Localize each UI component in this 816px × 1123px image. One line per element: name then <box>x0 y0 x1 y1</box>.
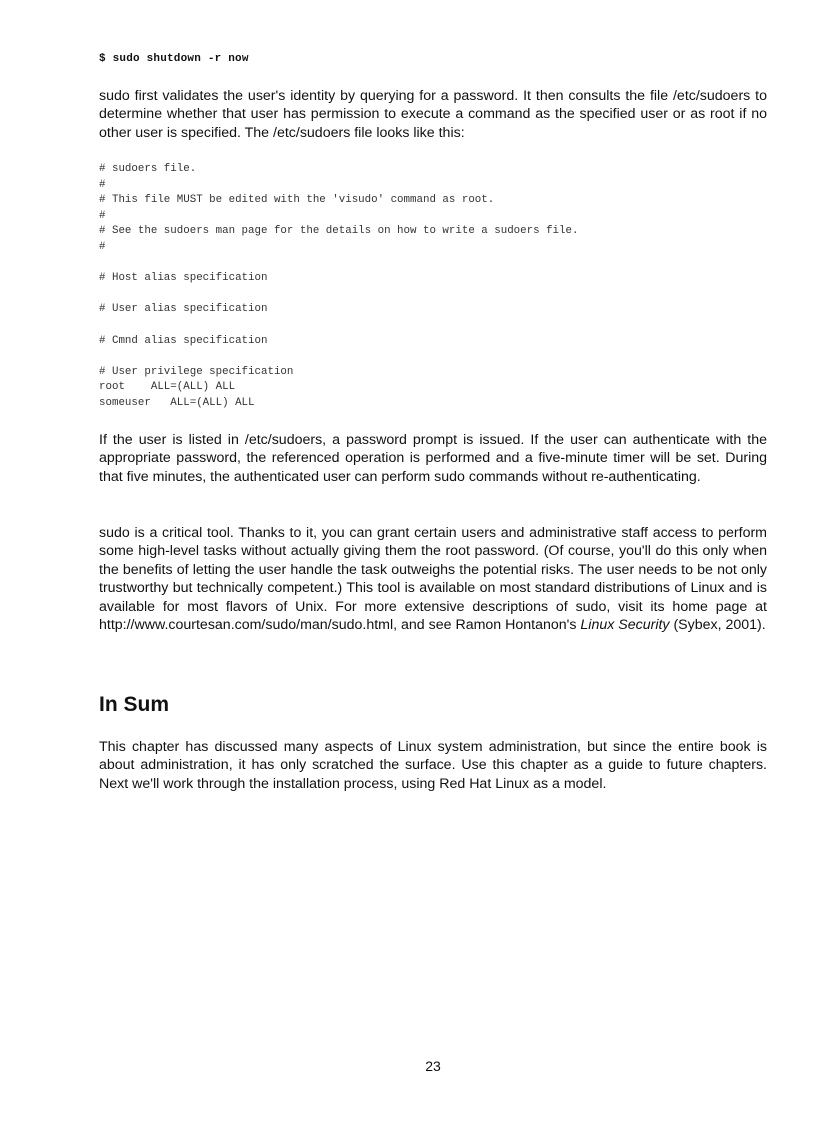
code-line: # <box>99 178 106 191</box>
section-heading: In Sum <box>99 693 170 716</box>
sudoers-code-block <box>99 162 578 412</box>
code-line: # <box>99 209 106 222</box>
code-line: # Cmnd alias specification <box>99 334 268 347</box>
paragraph-summary: This chapter has discussed many aspects of Linux system administration, but since the entire book is about administration, it has only scratched the surface. Use this chapter as a guide to future chapters. Next we'll work through the installation process, using Red Hat Linux as a model. <box>99 739 767 792</box>
page-number: 23 <box>425 1058 441 1074</box>
code-line: # This file MUST be edited with the 'visudo' command as root. <box>99 194 495 207</box>
code-line: # User alias specification <box>99 303 268 316</box>
command-line: $ sudo shutdown -r now <box>99 53 249 65</box>
paragraph-password-prompt: If the user is listed in /etc/sudoers, a password prompt is issued. If the user can authenticate with the appropriate password, the referenced operation is performed and a five-minute timer will be set. During that five minutes, the authenticated user can perform sudo commands without re-authenticating. <box>99 432 767 485</box>
code-line: # User privilege specification <box>99 365 294 378</box>
paragraph-text: (Sybex, 2001). <box>669 617 766 634</box>
paragraph-sudo-intro: sudo first validates the user's identity by querying for a password. It then consults the file /etc/sudoers to determine whether that user has permission to execute a command as the specified user or as root if no other user is specified. The /etc/sudoers file looks like this: <box>99 88 767 141</box>
code-line: someuser ALL=(ALL) ALL <box>99 396 255 409</box>
code-blank-line <box>99 287 578 303</box>
code-line: # sudoers file. <box>99 163 197 175</box>
code-line: # See the sudoers man page for the details on how to write a sudoers file. <box>99 225 579 238</box>
paragraph-text: sudo is a critical tool. Thanks to it, you can grant certain users and administrative staff access to perform some high-level tasks without actually giving them the root password. (Of course, you'll do this only when the benefits of letting the user handle the task outweighs the potential risks. The user needs to be not only trustworthy but technically competent.) This tool is available on most standard distributions of Linux and is available for most flavors of Unix. For more extensive descriptions of sudo, visit its home page at http://www.courtesan.com/sudo/man/sudo.html, and see Ramon Hontanon's <box>99 525 767 634</box>
code-line: # Host alias specification <box>99 272 268 285</box>
code-line: # <box>99 240 106 253</box>
paragraph-sudo-critical <box>99 524 767 634</box>
book-title: Linux Security <box>580 617 670 634</box>
code-line: root ALL=(ALL) ALL <box>99 381 236 394</box>
code-blank-line <box>99 256 578 272</box>
code-blank-line <box>99 318 578 334</box>
code-blank-line <box>99 349 578 365</box>
